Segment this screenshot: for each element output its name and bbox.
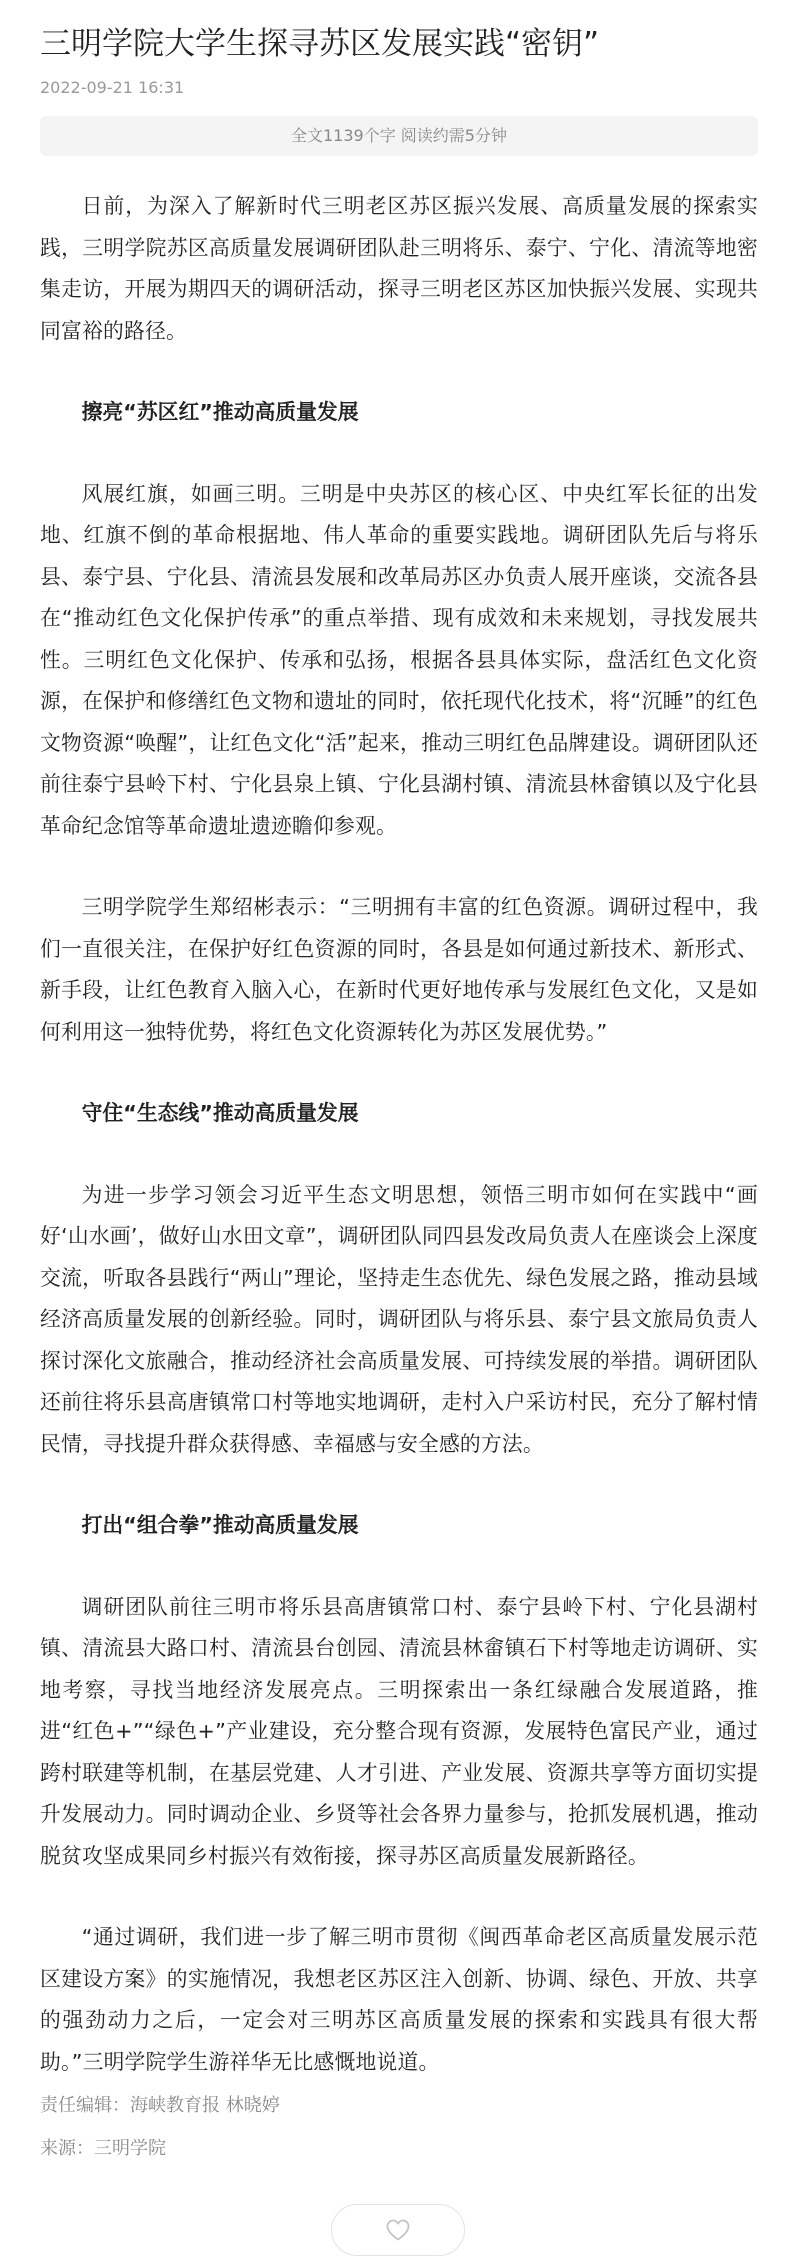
like-button[interactable] <box>331 2204 465 2256</box>
article-paragraph-6: “通过调研，我们进一步了解三明市贯彻《闽西革命老区高质量发展示范区建设方案》的实施情况，我想老区苏区注入创新、协调、绿色、开放、共享的强劲动力之后，一定会对三明苏区高质量发展的探索和实践具有很大帮助。”三明学院学生游祥华无比感慨地说道。 <box>40 1925 758 2074</box>
section-heading-2: 守住“生态线”推动高质量发展 <box>81 1101 359 1125</box>
article-paragraph-4: 为进一步学习领会习近平生态文明思想，领悟三明市如何在实践中“画好‘山水画’，做好山水田文章”，调研团队同四县发改局负责人在座谈会上深度交流，听取各县践行“两山”理论，坚持走生态优先、绿色发展之路，推动县域经济高质量发展的创新经验。同时，调研团队与将乐县、泰宁县文旅局负责人探讨深化文旅融合，推动经济社会高质量发展、可持续发展的举措。调研团队还前往将乐县高唐镇常口村等地实地调研，走村入户采访村民，充分了解村情民情，寻找提升群众获得感、幸福感与安全感的方法。 <box>40 1182 758 1456</box>
article-body <box>40 186 758 2123</box>
responsible-editor: 责任编辑：海峡教育报 林晓婷 <box>40 2095 280 2116</box>
section-heading-3: 打出“组合拳”推动高质量发展 <box>81 1513 359 1537</box>
publish-datetime: 2022-09-21 16:31 <box>40 78 185 97</box>
article-paragraph-5: 调研团队前往三明市将乐县高唐镇常口村、泰宁县岭下村、宁化县湖村镇、清流县大路口村、清流县台创园、清流县林畲镇石下村等地走访调研、实地考察，寻找当地经济发展亮点。三明探索出一条红绿融合发展道路，推进“红色+”“绿色+”产业建设，充分整合现有资源，发展特色富民产业，通过跨村联建等机制，在基层党建、人才引进、产业发展、资源共享等方面切实提升发展动力。同时调动企业、乡贤等社会各界力量参与，抢抓发展机遇，推动脱贫攻坚成果同乡村振兴有效衔接，探寻苏区高质量发展新路径。 <box>40 1594 758 1868</box>
article-paragraph-2: 风展红旗，如画三明。三明是中央苏区的核心区、中央红军长征的出发地、红旗不倒的革命根据地、伟人革命的重要实践地。调研团队先后与将乐县、泰宁县、宁化县、清流县发展和改革局苏区办负责人展开座谈，交流各县在“推动红色文化保护传承”的重点举措、现有成效和未来规划，寻找发展共性。三明红色文化保护、传承和弘扬，根据各县具体实际，盘活红色文化资源，在保护和修缮红色文物和遗址的同时，依托现代化技术，将“沉睡”的红色文物资源“唤醒”，让红色文化“活”起来，推动三明红色品牌建设。调研团队还前往泰宁县岭下村、宁化县泉上镇、宁化县湖村镇、清流县林畲镇以及宁化县革命纪念馆等革命遗址遗迹瞻仰参观。 <box>40 481 758 838</box>
article-source: 来源：三明学院 <box>40 2138 166 2159</box>
heart-outline-icon <box>385 2218 411 2242</box>
section-heading-1: 擦亮“苏区红”推动高质量发展 <box>81 400 359 424</box>
reading-stats-bar: 全文1139个字 阅读约需5分钟 <box>40 116 758 156</box>
article-paragraph-3: 三明学院学生郑绍彬表示：“三明拥有丰富的红色资源。调研过程中，我们一直很关注，在保护好红色资源的同时，各县是如何通过新技术、新形式、新手段，让红色教育入脑入心，在新时代更好地传承与发展红色文化，又是如何利用这一独特优势，将红色文化资源转化为苏区发展优势。” <box>40 895 758 1044</box>
article-paragraph-1: 日前，为深入了解新时代三明老区苏区振兴发展、高质量发展的探索实践，三明学院苏区高质量发展调研团队赴三明将乐、泰宁、宁化、清流等地密集走访，开展为期四天的调研活动，探寻三明老区苏区加快振兴发展、实现共同富裕的路径。 <box>40 194 758 343</box>
article-title: 三明学院大学生探寻苏区发展实践“密钥” <box>40 26 600 62</box>
